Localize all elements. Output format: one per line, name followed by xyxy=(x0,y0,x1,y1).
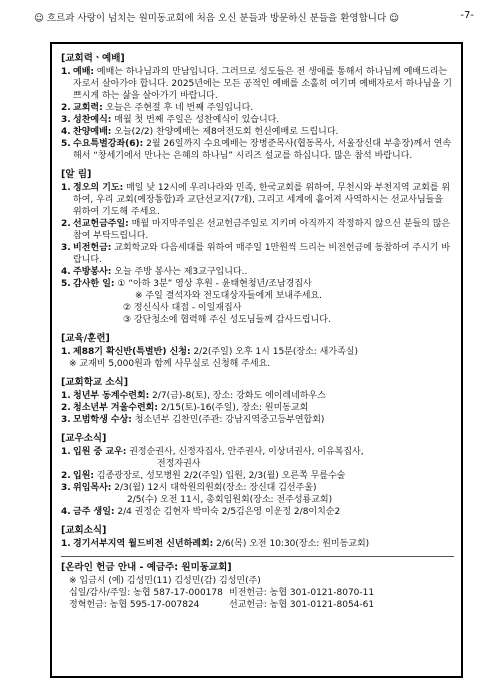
bulletin-box xyxy=(50,42,463,678)
notices-title: [알 림] xyxy=(61,169,92,180)
members-subline: 2/5(수) 오전 11시, 총회임원회(장소: 전주성룡교회) xyxy=(127,495,333,505)
worship-item: 1. 예배: 예배는 하나님과의 만남입니다. 그러므로 성도들은 전 생애를 통해서 하나님께 예배드리는 자로서 살아가야 합니다. 2025년에는 모든 공적인 예배를 소홀히 여기며 예배자로서 하나님을 기쁘시게 하는 삶을 살아가기 바랍니다. xyxy=(61,67,452,101)
members-item: 1. 입원 중 교우: 권정순권사, 신정자집사, 안주권사, 이상녀권사, 이유복집사, xyxy=(61,447,364,457)
welcome-message: ☺ 흐르과 사랑이 넘치는 원미동교회에 처음 오신 분들과 방문하신 분들을 환영합니다 ☺ xyxy=(34,13,400,24)
giving-note: ※ 입금시 (예) 김성민(11) 김성민(감) 김성민(주) xyxy=(69,576,261,586)
worship-title: [교회력ㆍ예배] xyxy=(61,53,125,64)
school-item: 3. 모범학생 수상: 청소년부 김찬민(주관: 강남지역중고등부연합회) xyxy=(61,415,325,425)
members-section xyxy=(61,432,454,518)
worship-item: 3. 성찬예식: 매월 첫 번째 주일은 성찬예식이 있습니다. xyxy=(61,115,280,125)
members-title: [교우소식] xyxy=(61,433,107,444)
worship-item: 2. 교회력: 오늘은 주현절 후 네 번째 주일입니다. xyxy=(61,103,254,113)
bank-row: 십일/감사/주일: 농협 587-17-000178 비전헌금: 농협 301-0121-8070-11 xyxy=(69,588,375,598)
worship-item: 5. 수요특별강좌(6): 2월 26일까지 수요예배는 장병준목사(협동목사, 서울장신대 부총장)께서 연속해서 “창세기에서 만나는 은혜의 하나님” 시리즈 설교를 하십니다. 많은 참석 바랍니다. xyxy=(61,139,452,161)
members-item: 3. 위임목사: 2/3(월) 12시 대학원의원회(장소: 장신대 김선주울) xyxy=(61,483,317,493)
notice-item: 4. 주방봉사: 오늘 주방 봉사는 제3교구입니다.. xyxy=(61,267,248,277)
training-section xyxy=(61,332,454,370)
giving-section xyxy=(61,561,454,611)
thanks-subline: ③ 강단청소에 협력해 주신 성도님들께 감사드립니다. xyxy=(123,315,331,325)
training-title: [교육/훈련] xyxy=(61,333,110,344)
worship-section xyxy=(61,52,454,162)
thanks-subline: ※ 주일 결석자와 전도대상자들에게 보내주세요. xyxy=(135,291,323,301)
worship-item: 4. 찬양예배: 오늘(2/2) 찬양예배는 제8여전도회 헌신예배로 드립니다. xyxy=(61,127,339,137)
notice-item: 5. 감사한 일: ① “아하 3분” 영상 후원 - 윤태현청년/조남경집사 xyxy=(61,279,312,289)
training-note: ※ 교재비 5,000원과 함께 사무실로 신청해 주세요. xyxy=(69,359,271,369)
school-title: [교회학교 소식] xyxy=(61,377,129,388)
members-subline: 전정자권사 xyxy=(157,459,201,469)
giving-title: [온라인 헌금 안내 - 예금주: 원미동교회] xyxy=(61,562,232,573)
page-header xyxy=(34,8,474,26)
training-item: 1. 제88기 확신반(특별반) 신청: 2/2(주일) 오후 1시 15분(장소: 새가족실) xyxy=(61,347,358,357)
school-item: 2. 청소년부 겨울수련회: 2/15(토)-16(주일), 장소: 원미동교회 xyxy=(61,403,309,413)
members-item: 2. 입원: 김종광장로, 성모병원 2/2(주일) 입원, 2/3(월) 오른쪽 무릎수술 xyxy=(61,471,346,481)
page-number: -7- xyxy=(460,10,474,21)
members-item: 4. 금주 생일: 2/4 권정순 김현자 박미숙 2/5김은영 이운정 2/8이치순2 xyxy=(61,507,341,517)
school-section xyxy=(61,376,454,426)
region-section xyxy=(61,524,454,550)
thanks-subline: ② 정신식사 대접 - 이일재집사 xyxy=(123,303,242,313)
bank-row: 정혁헌금: 농협 595-17-007824 선교헌금: 농협 301-0121-8054-61 xyxy=(69,600,375,610)
notices-section xyxy=(61,168,454,326)
region-item: 1. 경기서부지역 월드비전 신년하례회: 2/6(목) 오전 10:30(장소: 원미동교회) xyxy=(61,539,370,549)
divider xyxy=(61,556,454,557)
notice-item: 1. 정오의 기도: 매일 낮 12시에 우리나라와 민족, 한국교회를 위하여, 무천시와 부천지역 교회를 위하여, 우리 교회(예장통합)과 교단선교지(7개), 그리고 세계에 흩어져 사역하시는 선교사님들을 위하여 기도해 주세요. xyxy=(61,183,451,217)
notice-item: 3. 비전헌금: 교회학교와 다음세대를 위하여 매주일 1만원씩 드리는 비전헌금에 동참하여 주시기 바랍니다. xyxy=(61,243,451,265)
region-title: [교회소식] xyxy=(61,525,107,536)
school-item: 1. 청년부 동계수련회: 2/7(금)-8(토), 장소: 강화도 에이레네하우스 xyxy=(61,391,326,401)
notice-item: 2. 선교헌금주일: 매월 마지막주일은 선교헌금주일로 지키며 아직까지 작정하지 않으신 분들의 많은 참여 부탁드립니다. xyxy=(61,219,451,241)
